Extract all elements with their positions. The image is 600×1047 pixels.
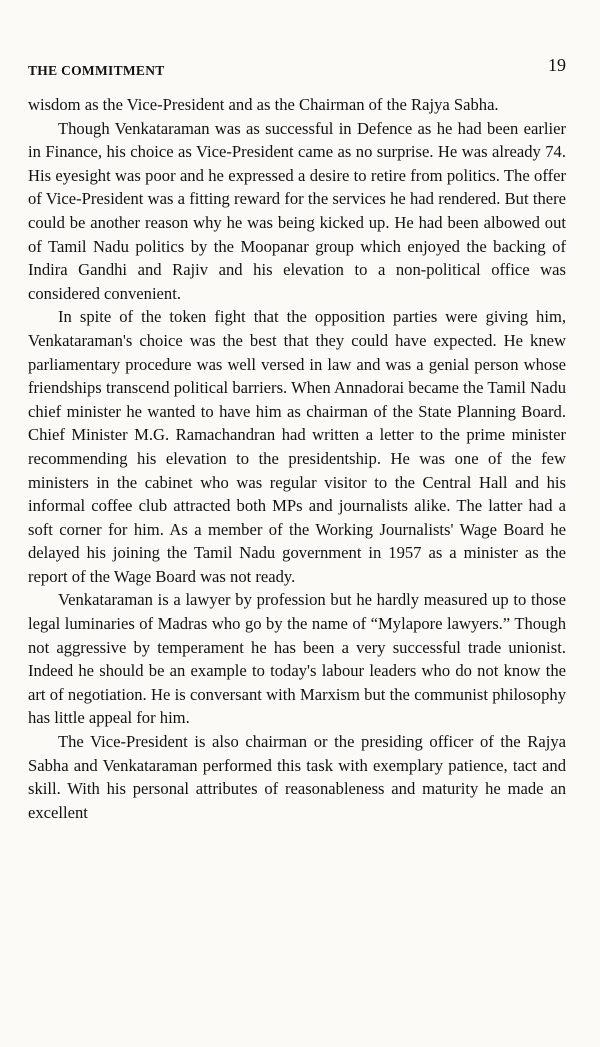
paragraph-continued: wisdom as the Vice-President and as the Chairman of the Rajya Sabha. <box>28 95 499 114</box>
paragraph-rajya-sabha-chairman: The Vice-President is also chairman or the presiding officer of the Rajya Sabha and Venkataraman performed this task with exemplary patience, tact and skill. With his personal attributes of reasonableness and maturity he made an excellent <box>28 732 566 822</box>
paragraph-lawyer-profession: Venkataraman is a lawyer by profession but he hardly measured up to those legal luminaries of Madras who go by the name of “Mylapore lawyers.” Though not aggressive by temperament he has been a very successful trade unionist. Indeed he should be an example to today's labour leaders who do not know the art of negotiation. He is conversant with Marxism but the communist philosophy has little appeal for him. <box>28 590 566 728</box>
running-head <box>28 55 566 81</box>
page-number: 19 <box>548 55 566 75</box>
paragraph-opposition-fight: In spite of the token fight that the opposition parties were giving him, Venkataraman's choice was the best that they could have expected. He knew parliamentary procedure was well versed in law and was a genial person whose friendships transcend political barriers. When Annadorai became the Tamil Nadu chief minister he wanted to have him as chairman of the State Planning Board. Chief Minister M.G. Ramachandran had written a letter to the prime minister recommending his elevation to the presidentship. He was one of the few ministers in the cabinet who was regular visitor to the Central Hall and his informal coffee club attracted both MPs and journalists alike. The latter had a soft corner for him. As a member of the Working Journalists' Wage Board he delayed his joining the Tamil Nadu government in 1957 as a minister as the report of the Wage Board was not ready. <box>28 307 566 586</box>
body-text <box>28 93 566 824</box>
running-title: THE COMMITMENT <box>28 63 165 78</box>
paragraph-vice-president-choice: Though Venkataraman was as successful in Defence as he had been earlier in Finance, his choice as Vice-President came as no surprise. He was already 74. His eyesight was poor and he expressed a desire to retire from politics. The offer of Vice-President was a fitting reward for the services he had rendered. But there could be another reason why he was being kicked up. He had been albowed out of Tamil Nadu politics by the Moopanar group which enjoyed the backing of Indira Gandhi and Rajiv and his elevation to a non-political office was considered convenient. <box>28 118 566 303</box>
book-page <box>28 0 574 1047</box>
